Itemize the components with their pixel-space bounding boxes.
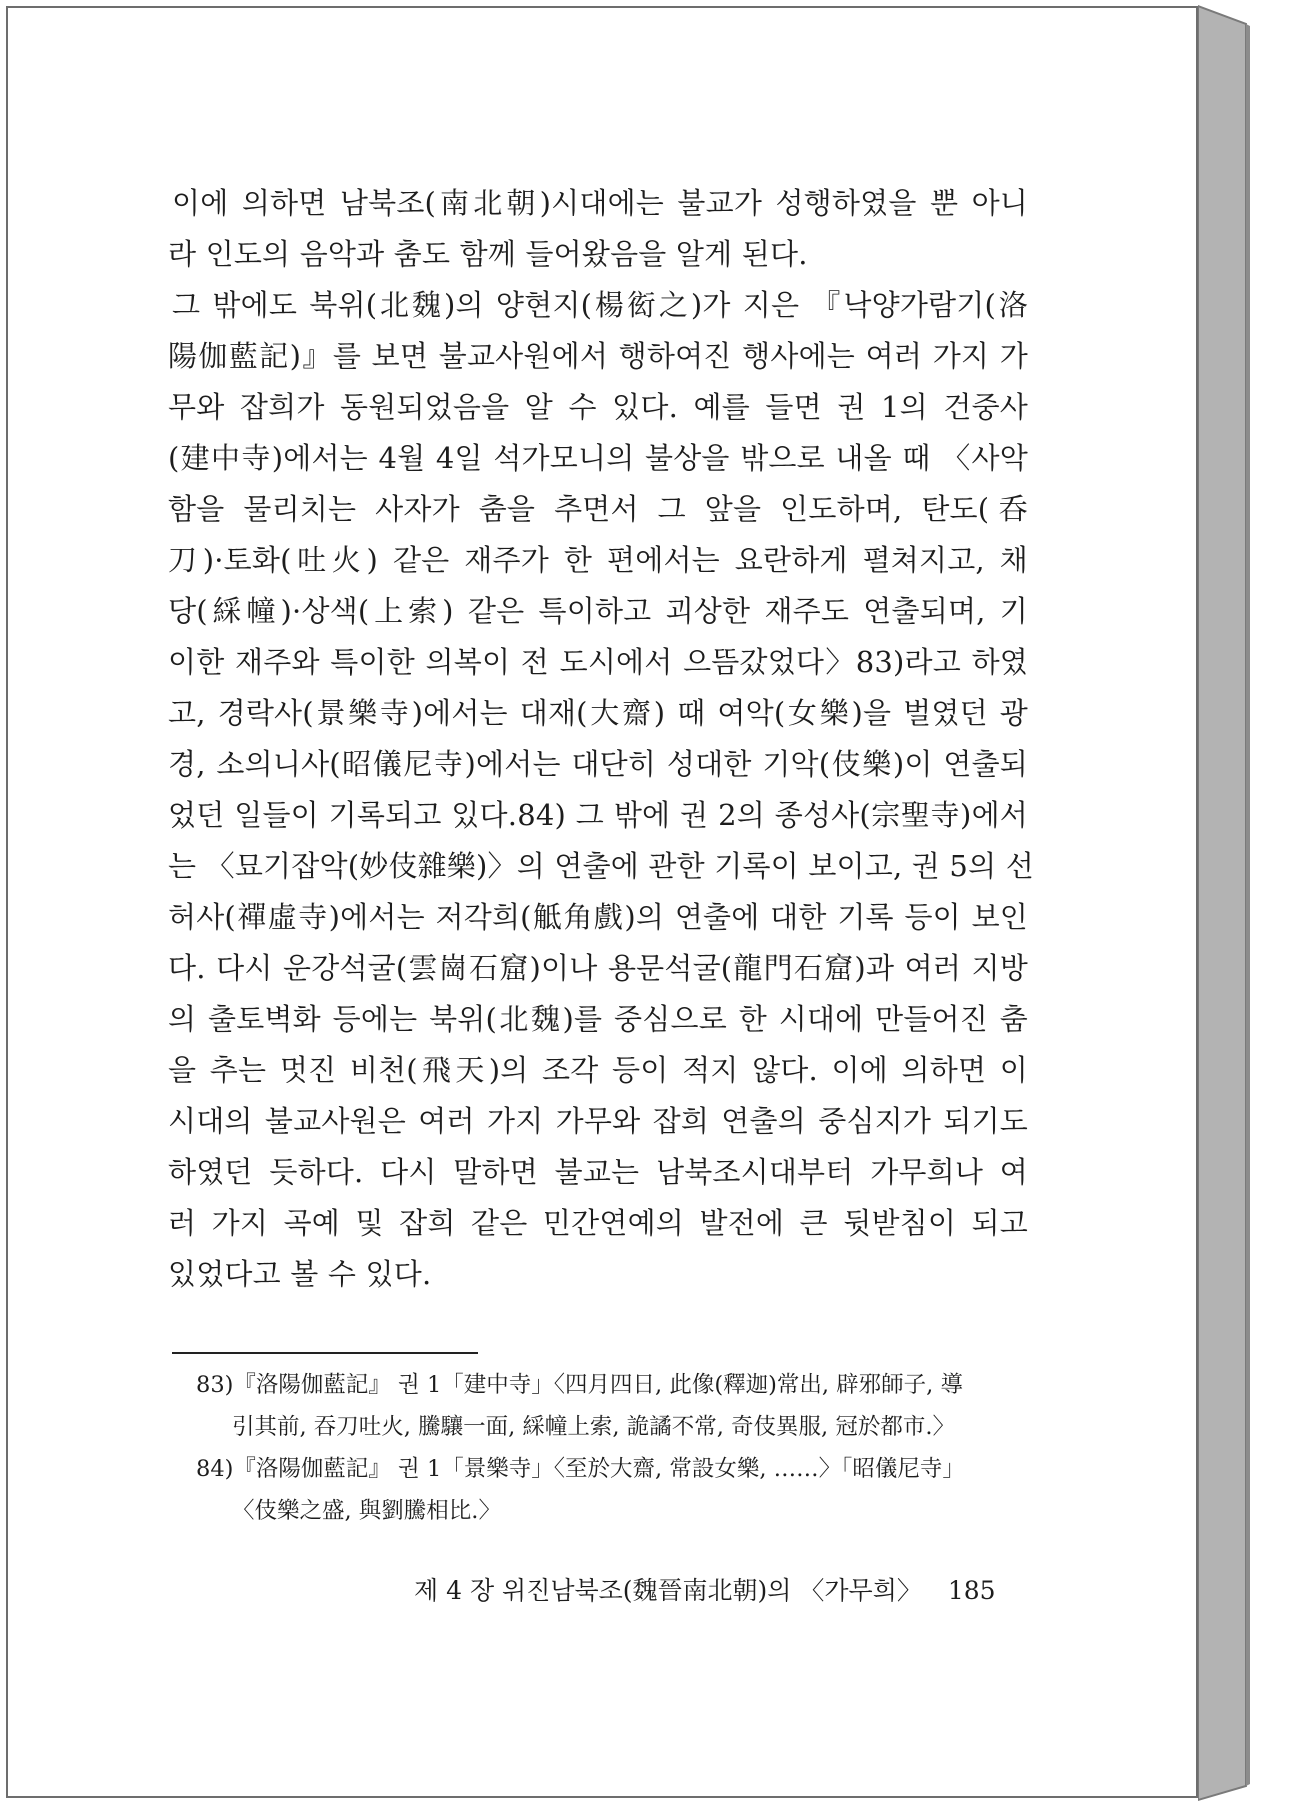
text-line: 는 〈묘기잡악(妙伎雜樂)〉의 연출에 관한 기록이 보이고, 권 5의 선 bbox=[168, 849, 1034, 883]
text-line: 허사(禪虛寺)에서는 저각희(觝角戲)의 연출에 대한 기록 등이 보인 bbox=[168, 900, 1028, 934]
text-line: 이한 재주와 특이한 의복이 전 도시에서 으뜸갔었다〉83)라고 하였 bbox=[168, 645, 1028, 679]
running-title: 제 4 장 위진남북조(魏晉南北朝)의 〈가무희〉 bbox=[414, 1576, 922, 1605]
text-line: 당(綵幢)·상색(上索) 같은 특이하고 괴상한 재주도 연출되며, 기 bbox=[168, 594, 1028, 628]
body-text bbox=[168, 178, 1034, 1300]
text-line: 陽伽藍記)』를 보면 불교사원에서 행하여진 행사에는 여러 가지 가 bbox=[168, 339, 1028, 373]
book-edge-graphic bbox=[1198, 0, 1296, 1806]
footnote-line: 〈伎樂之盛, 與劉騰相比.〉 bbox=[232, 1498, 501, 1524]
text-line: 었던 일들이 기록되고 있다.84) 그 밖에 권 2의 종성사(宗聖寺)에서 bbox=[168, 798, 1028, 832]
text-line: 을 추는 멋진 비천(飛天)의 조각 등이 적지 않다. 이에 의하면 이 bbox=[168, 1053, 1028, 1087]
text-line: 고, 경락사(景樂寺)에서는 대재(大齋) 때 여악(女樂)을 벌였던 광 bbox=[168, 696, 1028, 730]
text-line: 하였던 듯하다. 다시 말하면 불교는 남북조시대부터 가무희나 여 bbox=[168, 1155, 1028, 1189]
footnote-line: 引其前, 吞刀吐火, 騰驤一面, 綵幢上索, 詭譎不常, 奇伎異服, 冠於都市.〉 bbox=[232, 1414, 955, 1440]
footnote-83 bbox=[196, 1364, 1026, 1448]
text-line: 刀)·토화(吐火) 같은 재주가 한 편에서는 요란하게 펼쳐지고, 채 bbox=[168, 543, 1028, 577]
footnote-separator bbox=[172, 1352, 478, 1354]
footnote-84 bbox=[196, 1448, 1026, 1532]
paragraph-2 bbox=[168, 280, 1034, 1300]
footnote-line: 84)『洛陽伽藍記』 권 1「景樂寺」〈至於大齋, 常設女樂, ……〉「昭儀尼寺」 bbox=[196, 1456, 965, 1482]
text-line: 라 인도의 음악과 춤도 함께 들어왔음을 알게 된다. bbox=[168, 237, 808, 271]
footnotes bbox=[196, 1364, 1026, 1532]
text-line: 의 출토벽화 등에는 북위(北魏)를 중심으로 한 시대에 만들어진 춤 bbox=[168, 1002, 1028, 1036]
text-line: 이에 의하면 남북조(南北朝)시대에는 불교가 성행하였을 뿐 아니 bbox=[172, 186, 1028, 220]
footnote-line: 83)『洛陽伽藍記』 권 1「建中寺」〈四月四日, 此像(釋迦)常出, 辟邪師子, 導 bbox=[196, 1372, 963, 1398]
text-line: 다. 다시 운강석굴(雲崗石窟)이나 용문석굴(龍門石窟)과 여러 지방 bbox=[168, 951, 1028, 985]
paragraph-1 bbox=[168, 178, 1028, 280]
text-line: (建中寺)에서는 4월 4일 석가모니의 불상을 밖으로 내올 때 〈사악 bbox=[168, 441, 1028, 475]
text-line: 함을 물리치는 사자가 춤을 추면서 그 앞을 인도하며, 탄도(呑 bbox=[168, 492, 1028, 526]
text-line: 있었다고 볼 수 있다. bbox=[168, 1257, 432, 1291]
text-line: 무와 잡희가 동원되었음을 알 수 있다. 예를 들면 권 1의 건중사 bbox=[168, 390, 1028, 424]
running-footer bbox=[414, 1573, 1020, 1609]
book-edge bbox=[1198, 0, 1296, 1806]
text-line: 러 가지 곡예 및 잡희 같은 민간연예의 발전에 큰 뒷받침이 되고 bbox=[168, 1206, 1028, 1240]
text-line: 시대의 불교사원은 여러 가지 가무와 잡희 연출의 중심지가 되기도 bbox=[168, 1104, 1028, 1138]
page-number: 185 bbox=[947, 1576, 996, 1605]
text-line: 그 밖에도 북위(北魏)의 양현지(楊衒之)가 지은 『낙양가람기(洛 bbox=[172, 288, 1028, 322]
text-line: 경, 소의니사(昭儀尼寺)에서는 대단히 성대한 기악(伎樂)이 연출되 bbox=[168, 747, 1028, 781]
